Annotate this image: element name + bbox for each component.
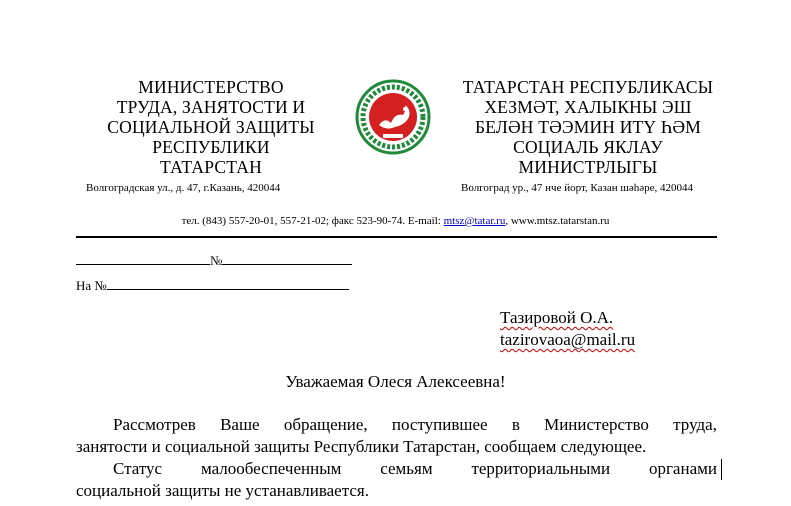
ministry-name-russian (80, 77, 342, 177)
word: Министерство (544, 415, 649, 434)
ministry-line: МИНИСТРЛЫГЫ (518, 157, 658, 177)
number-sign: № (210, 253, 223, 268)
ministry-line: ТАТАРСТАН (160, 157, 262, 177)
ministry-name-tatar (448, 77, 728, 177)
ministry-line: ХЕЗМӘТ, ХАЛЫКНЫ ЭШ (484, 97, 692, 117)
recipient-name-text: Тазировой О.А. (500, 308, 614, 327)
recipient-name (500, 308, 613, 328)
paragraph-2-line-1 (113, 458, 717, 480)
header-divider (76, 236, 717, 238)
recipient-email (500, 330, 635, 350)
ministry-line: РЕСПУБЛИКИ (152, 137, 270, 157)
contacts-phone-fax: тел. (843) 557-20-01, 557-21-02; факс 523-90-74. E-mail: (181, 215, 444, 227)
date-blank (76, 252, 210, 265)
address-tatar: Волгоград ур., 47 нче йорт, Казан шәһәре, 420044 (461, 182, 693, 194)
reference-number-field[interactable] (76, 277, 349, 294)
salutation: Уважаемая Олеся Алексеевна! (285, 372, 506, 391)
word: Рассмотрев (113, 415, 196, 434)
ministry-line: ТАТАРСТАН РЕСПУБЛИКАСЫ (462, 77, 714, 97)
word: поступившее (391, 415, 488, 434)
ministry-line: МИНИСТЕРСТВО (138, 77, 284, 97)
contacts-line (0, 215, 791, 227)
number-blank (222, 252, 352, 265)
paragraph-1-line-1 (113, 414, 717, 436)
coat-of-arms-emblem (355, 79, 431, 155)
outgoing-number-field[interactable] (76, 252, 352, 269)
contacts-website: , www.mtsz.tatarstan.ru (505, 215, 610, 227)
word: территориальными (471, 459, 611, 478)
recipient-email-text: tazirovaoa@mail.ru (500, 330, 636, 349)
word: малообеспеченным (200, 459, 342, 478)
word: в (511, 415, 520, 434)
na-label: На № (76, 278, 107, 293)
ministry-line: СОЦИАЛЬНОЙ ЗАЩИТЫ (107, 117, 315, 137)
word: семьям (380, 459, 433, 478)
address-russian: Волгоградская ул., д. 47, г.Казань, 420044 (86, 182, 281, 194)
email-link[interactable]: mtsz@tatar.ru (443, 215, 506, 227)
word: обращение, (283, 415, 368, 434)
ministry-line: БЕЛӘН ТӘЭМИН ИТҮ ҺӘМ (474, 117, 702, 137)
word: Статус (113, 459, 163, 478)
text-cursor (721, 459, 722, 480)
reference-blank (107, 277, 349, 290)
ministry-line: СОЦИАЛЬ ЯКЛАУ (513, 137, 663, 157)
word: органами (648, 459, 717, 478)
word: Ваше (220, 415, 260, 434)
word: труда, (673, 415, 717, 434)
paragraph-1-line-2: занятости и социальной защиты Республики Татарстан, сообщаем следующее. (76, 437, 647, 456)
ministry-line: ТРУДА, ЗАНЯТОСТИ И (116, 97, 306, 117)
paragraph-2-line-2: социальной защиты не устанавливается. (76, 481, 369, 500)
